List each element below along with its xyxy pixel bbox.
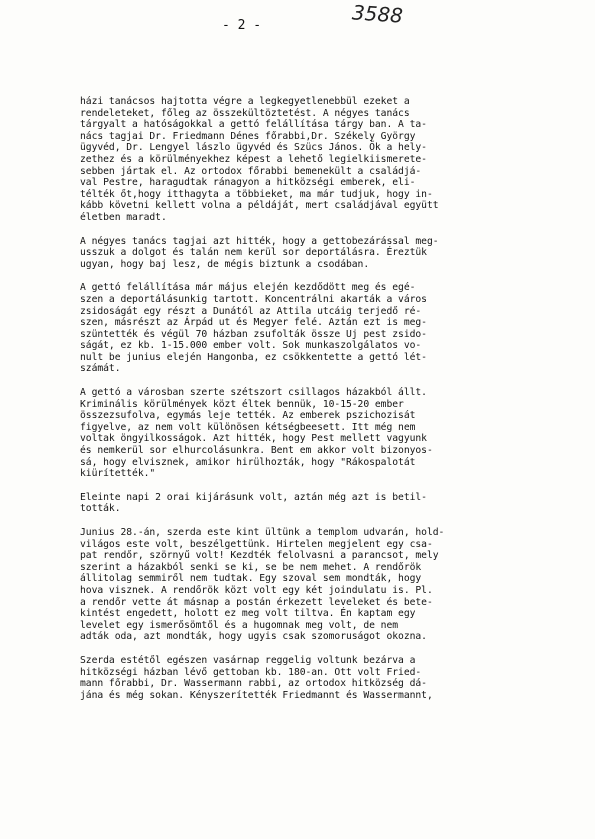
paragraph-gap	[80, 375, 535, 387]
text-line: zethez és a körülményekhez képest a lehető legielkiismerete-	[80, 153, 427, 165]
paragraph	[80, 492, 535, 515]
paragraph	[80, 236, 535, 271]
text-line: kább követni kellett volna a példáját, mert családjával együtt	[80, 200, 439, 212]
paragraph-gap	[80, 643, 535, 655]
text-line: kintést engedett, holott ez meg volt tiltva. Én kaptam egy	[80, 608, 416, 620]
paragraph-gap	[80, 480, 535, 492]
text-line: Junius 28.-án, szerda este kint ültünk a templom udvarán, hold-	[80, 527, 445, 538]
text-line: Eleinte napi 2 orai kijárásunk volt, aztán még azt is betil-	[80, 491, 427, 503]
handwritten-archive-number: 3588	[351, 0, 404, 28]
text-line: hitközségi házban lévő gettoban kb. 180-an. Ott volt Fried-	[80, 666, 422, 678]
text-line: és nemkerül sor elhurcolásunkra. Bent em akkor volt bizonyos-	[80, 445, 433, 457]
paragraph-gap	[80, 270, 535, 282]
text-line: jána és még sokan. Kényszerítették Friedmannt és Wassermannt,	[80, 689, 433, 701]
paragraph	[80, 96, 535, 224]
text-line: télték őt,hogy itthagyta a többieket, ma már tudjuk, hogy in-	[80, 188, 433, 200]
text-line: szen, másrészt az Árpád ut és Megyer felé. Aztán ezt is meg-	[80, 317, 427, 329]
text-line: a rendőr vette át másnap a postán érkezett leveleket és bete-	[80, 596, 433, 608]
text-line: A gettó felállítása már május elején kezdődött meg és egé-	[80, 282, 416, 294]
text-line: usszuk a dolgot és talán nem kerül sor deportálásra. Éreztük	[80, 247, 427, 259]
text-line: A négyes tanács tagjai azt hitték, hogy a gettobezárással meg-	[80, 235, 439, 247]
text-line: szüntették és végül 70 házban zsufolták össze Uj pest zsido-	[80, 328, 427, 340]
text-line: összezsufolva, egymás leje tették. Az emberek pszichozisát	[80, 410, 416, 422]
text-line: pat rendőr, szörnyű volt! Kezdték felolvasni a parancsot, mely	[80, 550, 439, 562]
text-line: mann főrabbi, Dr. Wassermann rabbi, az ortodox hitközség dá-	[80, 678, 427, 690]
text-line: életben maradt.	[80, 211, 167, 223]
text-line: számát.	[80, 363, 121, 375]
paragraph	[80, 527, 535, 643]
text-line: állitolag semmiről nem tudtak. Egy szoval sem mondták, hogy	[80, 573, 422, 585]
text-line: zsidoságát egy részt a Dunától az Attila utcáig terjedő ré-	[80, 305, 422, 317]
text-line: nult be junius elején Hangonba, ez csökkentette a gettó lét-	[80, 351, 427, 363]
text-line: hova visznek. A rendőrök közt volt egy két joindulatu is. Pl.	[80, 584, 433, 596]
paragraph	[80, 282, 535, 375]
page-number: - 2 -	[222, 18, 262, 33]
text-line: Kriminális körülmények közt éltek bennük, 10-15-20 ember	[80, 398, 404, 410]
paragraph	[80, 387, 535, 480]
text-line: szen a deportálásunkig tartott. Koncentrálni akarták a város	[80, 293, 427, 305]
text-line: Szerda estétől egészen vasárnap reggelig voltunk bezárva a	[80, 654, 416, 666]
text-line: sebben jártak el. Az ortodox főrabbi bemenekült a családjá-	[80, 165, 422, 177]
text-line: adták oda, azt mondták, hogy ugyis csak szomoruságot okozna.	[80, 631, 427, 643]
text-line: házi tanácsos hajtotta végre a legkegyetlenebbül ezeket a	[80, 96, 410, 107]
text-line: tárgyalt a hatóságokkal a gettó felállítása tárgy ban. A ta-	[80, 119, 427, 131]
text-line: világos este volt, beszélgettünk. Hirtelen megjelent egy csa-	[80, 538, 433, 550]
text-line: ságát, ez kb. 1-15.000 ember volt. Sok munkaszolgálatos vo-	[80, 340, 422, 352]
text-line: val Pestre, haragudtak ránagyon a hitközségi emberek, eli-	[80, 177, 416, 189]
text-line: sá, hogy elvisznek, amikor hirülhozták, hogy "Rákospalotát	[80, 456, 416, 468]
text-line: levelet egy ismerősömtől és a hugomnak meg volt, de nem	[80, 619, 399, 631]
text-line: ugyan, hogy baj lesz, de mégis biztunk a csodában.	[80, 258, 370, 270]
body-text	[80, 96, 535, 701]
text-line: tották.	[80, 503, 121, 515]
text-line: szerint a házakból senki se ki, se be nem mehet. A rendőrök	[80, 561, 422, 573]
paragraph-gap	[80, 224, 535, 236]
text-line: kiürítették."	[80, 468, 156, 480]
text-line: figyelve, az nem volt különösen kétségbeesett. Itt még nem	[80, 421, 416, 433]
text-line: A gettó a városban szerte szétszort csillagos házakból állt.	[80, 387, 427, 399]
text-line: ügyvéd, Dr. Lengyel lászlo ügyvéd és Szücs János. Ők a hely-	[80, 142, 427, 154]
text-line: nács tagjai Dr. Friedmann Dénes főrabbi,Dr. Székely György	[80, 130, 416, 142]
text-line: rendeleteket, főleg az összekültöztetést. A négyes tanács	[80, 107, 410, 119]
text-line: voltak öngyilkosságok. Azt hitték, hogy Pest mellett vagyunk	[80, 433, 427, 445]
paragraph-gap	[80, 515, 535, 527]
paragraph	[80, 655, 535, 701]
